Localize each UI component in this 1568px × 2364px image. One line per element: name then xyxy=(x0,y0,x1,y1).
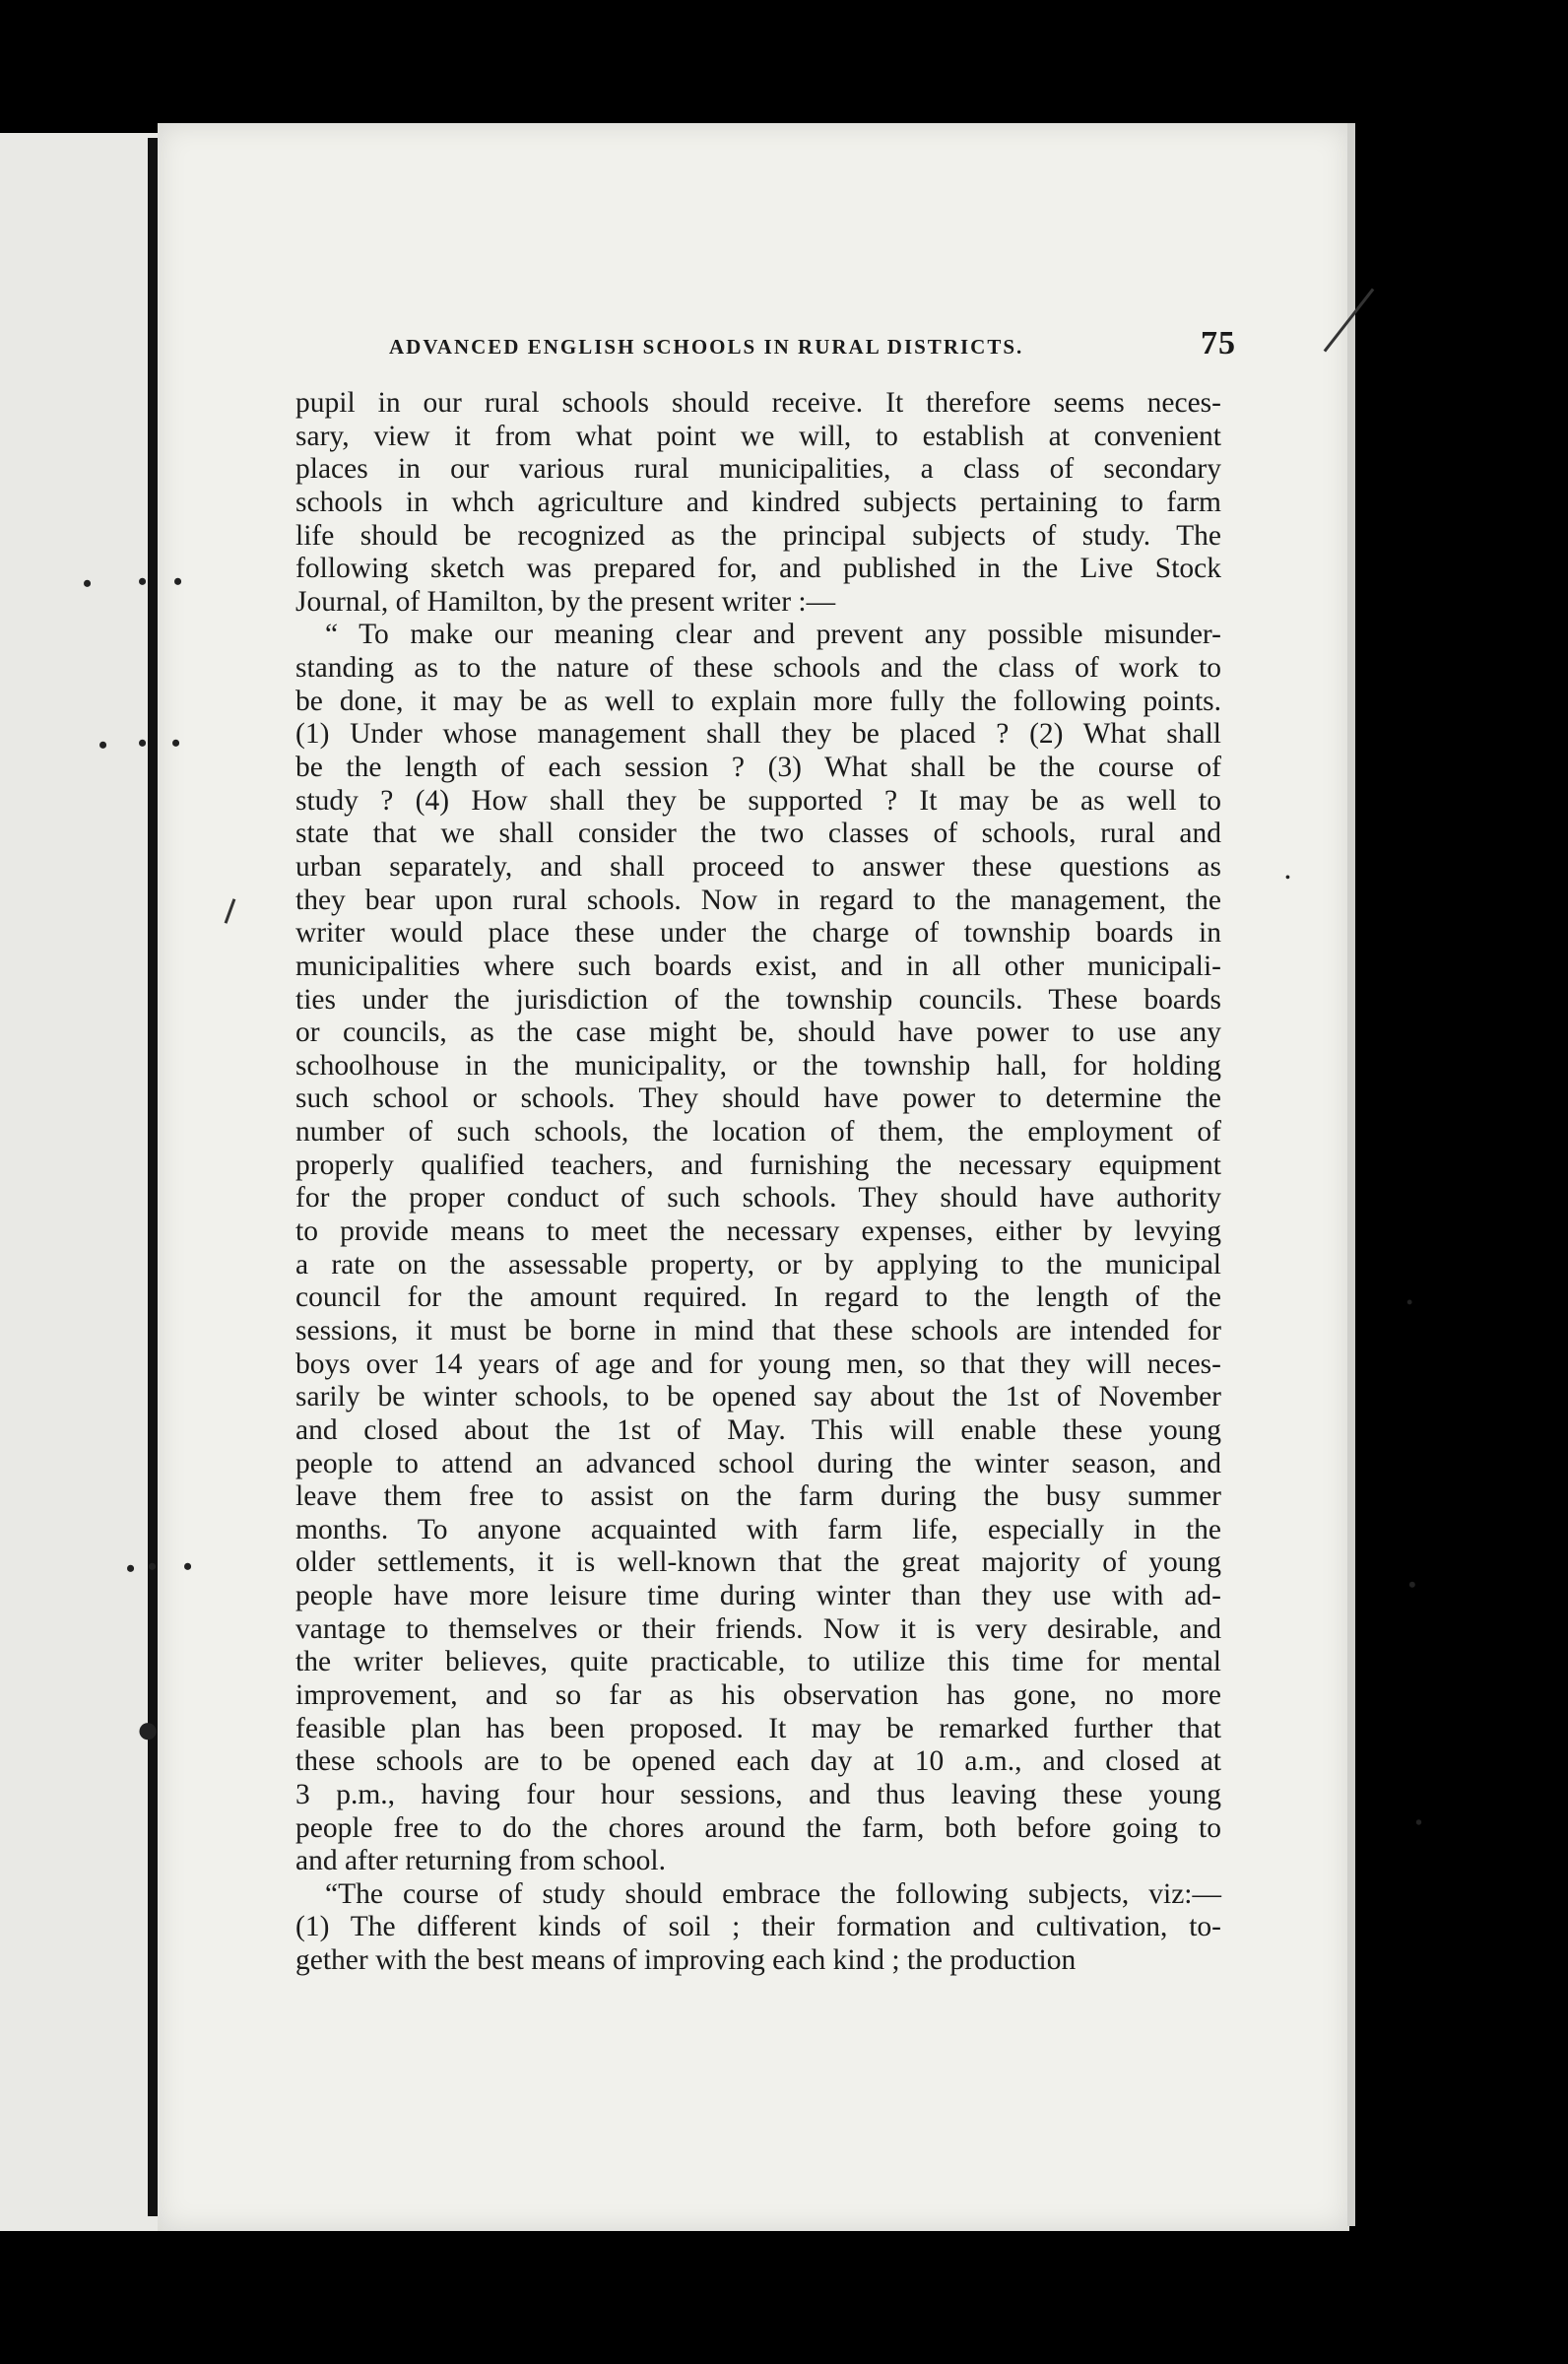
text-line: study ? (4) How shall they be supported ? It may be as well to xyxy=(295,784,1221,817)
text-line: sessions, it must be borne in mind that these schools are intended for xyxy=(295,1314,1221,1346)
margin-mark: • xyxy=(126,1554,136,1583)
text-line: such school or schools. They should have power to determine the xyxy=(295,1083,1221,1115)
margin-mark: • xyxy=(1406,1292,1413,1312)
facing-page-edge xyxy=(0,133,161,2231)
text-line: sary, view it from what point we will, to establish at convenient xyxy=(295,420,1221,452)
text-line: be done, it may be as well to explain more fully the following points. xyxy=(295,685,1221,717)
margin-blot: ● xyxy=(136,1707,161,1751)
text-line: council for the amount required. In regard to the length of the xyxy=(295,1281,1221,1314)
text-line: pupil in our rural schools should receive. It therefore seems neces- xyxy=(295,387,1221,419)
text-line: properly qualified teachers, and furnishing the necessary equipment xyxy=(295,1149,1221,1181)
text-line: and closed about the 1st of May. This will enable these young xyxy=(295,1413,1221,1446)
text-line: people to attend an advanced school during the winter season, and xyxy=(295,1447,1221,1479)
text-line: months. To anyone acquainted with farm life, especially in the xyxy=(295,1513,1221,1545)
text-line: (1) The different kinds of soil ; their formation and cultivation, to- xyxy=(295,1911,1221,1943)
text-line: schools in whch agriculture and kindred subjects pertaining to farm xyxy=(295,486,1221,518)
text-line: “ To make our meaning clear and prevent any possible misunder- xyxy=(325,619,1221,651)
margin-mark: • xyxy=(138,729,148,757)
margin-mark: • xyxy=(1415,1812,1423,1834)
text-line: 3 p.m., having four hour sessions, and thus leaving these young xyxy=(295,1778,1221,1810)
margin-mark: • xyxy=(173,567,183,596)
body-text xyxy=(295,387,1221,1978)
page-speck: • xyxy=(1285,871,1290,886)
text-line: to provide means to meet the necessary expenses, either by levying xyxy=(295,1215,1221,1248)
text-line: sarily be winter schools, to be opened say about the 1st of November xyxy=(295,1381,1221,1413)
text-line: following sketch was prepared for, and published in the Live Stock xyxy=(295,553,1221,585)
text-line: standing as to the nature of these schools and the class of work to xyxy=(295,652,1221,685)
text-line: urban separately, and shall proceed to answer these questions as xyxy=(295,850,1221,883)
text-line: for the proper conduct of such schools. They should have authority xyxy=(295,1182,1221,1215)
text-line: gether with the best means of improving each kind ; the production xyxy=(295,1944,1077,1977)
text-line: Journal, of Hamilton, by the present writer :— xyxy=(295,585,836,618)
margin-mark: • xyxy=(83,569,93,598)
text-line: state that we shall consider the two classes of schools, rural and xyxy=(295,818,1221,850)
text-line: places in our various rural municipalities, a class of secondary xyxy=(295,453,1221,486)
text-line: ties under the jurisdiction of the township councils. These boards xyxy=(295,983,1221,1016)
running-title: ADVANCED ENGLISH SCHOOLS IN RURAL DISTRICTS. xyxy=(389,335,1024,359)
text-line: “The course of study should embrace the following subjects, viz:— xyxy=(325,1877,1221,1910)
text-line: they bear upon rural schools. Now in regard to the management, the xyxy=(295,884,1221,916)
text-line: the writer believes, quite practicable, to utilize this time for mental xyxy=(295,1646,1221,1678)
text-line: writer would place these under the charge of township boards in xyxy=(295,917,1221,950)
page-number: 75 xyxy=(1201,325,1236,361)
text-line: feasible plan has been proposed. It may be remarked further that xyxy=(295,1712,1221,1744)
margin-mark: • xyxy=(148,1552,158,1581)
text-line: a rate on the assessable property, or by applying to the municipal xyxy=(295,1248,1221,1280)
margin-mark: • xyxy=(138,567,148,596)
text-line: boys over 14 years of age and for young men, so that they will neces- xyxy=(295,1347,1221,1380)
text-line: and after returning from school. xyxy=(295,1845,666,1877)
text-line: leave them free to assist on the farm during the busy summer xyxy=(295,1480,1221,1513)
margin-mark: • xyxy=(183,1552,193,1581)
text-line: schoolhouse in the municipality, or the township hall, for holding xyxy=(295,1049,1221,1082)
text-line: older settlements, it is well-known that the great majority of young xyxy=(295,1546,1221,1579)
margin-mark: • xyxy=(1408,1572,1416,1597)
book-spine xyxy=(148,138,158,2216)
text-line: be the length of each session ? (3) What shall be the course of xyxy=(295,752,1221,784)
text-line: number of such schools, the location of them, the employment of xyxy=(295,1116,1221,1149)
text-line: people have more leisure time during winter than they use with ad- xyxy=(295,1580,1221,1612)
text-line: municipalities where such boards exist, and in all other municipali- xyxy=(295,950,1221,982)
text-line: improvement, and so far as his observation has gone, no more xyxy=(295,1678,1221,1711)
running-head xyxy=(389,325,1236,364)
text-line: vantage to themselves or their friends. Now it is very desirable, and xyxy=(295,1612,1221,1645)
text-line: people free to do the chores around the farm, both before going to xyxy=(295,1811,1221,1844)
text-line: (1) Under whose management shall they be placed ? (2) What shall xyxy=(295,718,1221,751)
text-line: life should be recognized as the principal subjects of study. The xyxy=(295,519,1221,552)
page-edge-shadow xyxy=(1347,123,1355,2226)
margin-mark: • xyxy=(98,731,108,759)
text-line: or councils, as the case might be, should have power to use any xyxy=(295,1017,1221,1049)
text-line: these schools are to be opened each day at 10 a.m., and closed at xyxy=(295,1745,1221,1778)
margin-mark: • xyxy=(171,729,181,757)
